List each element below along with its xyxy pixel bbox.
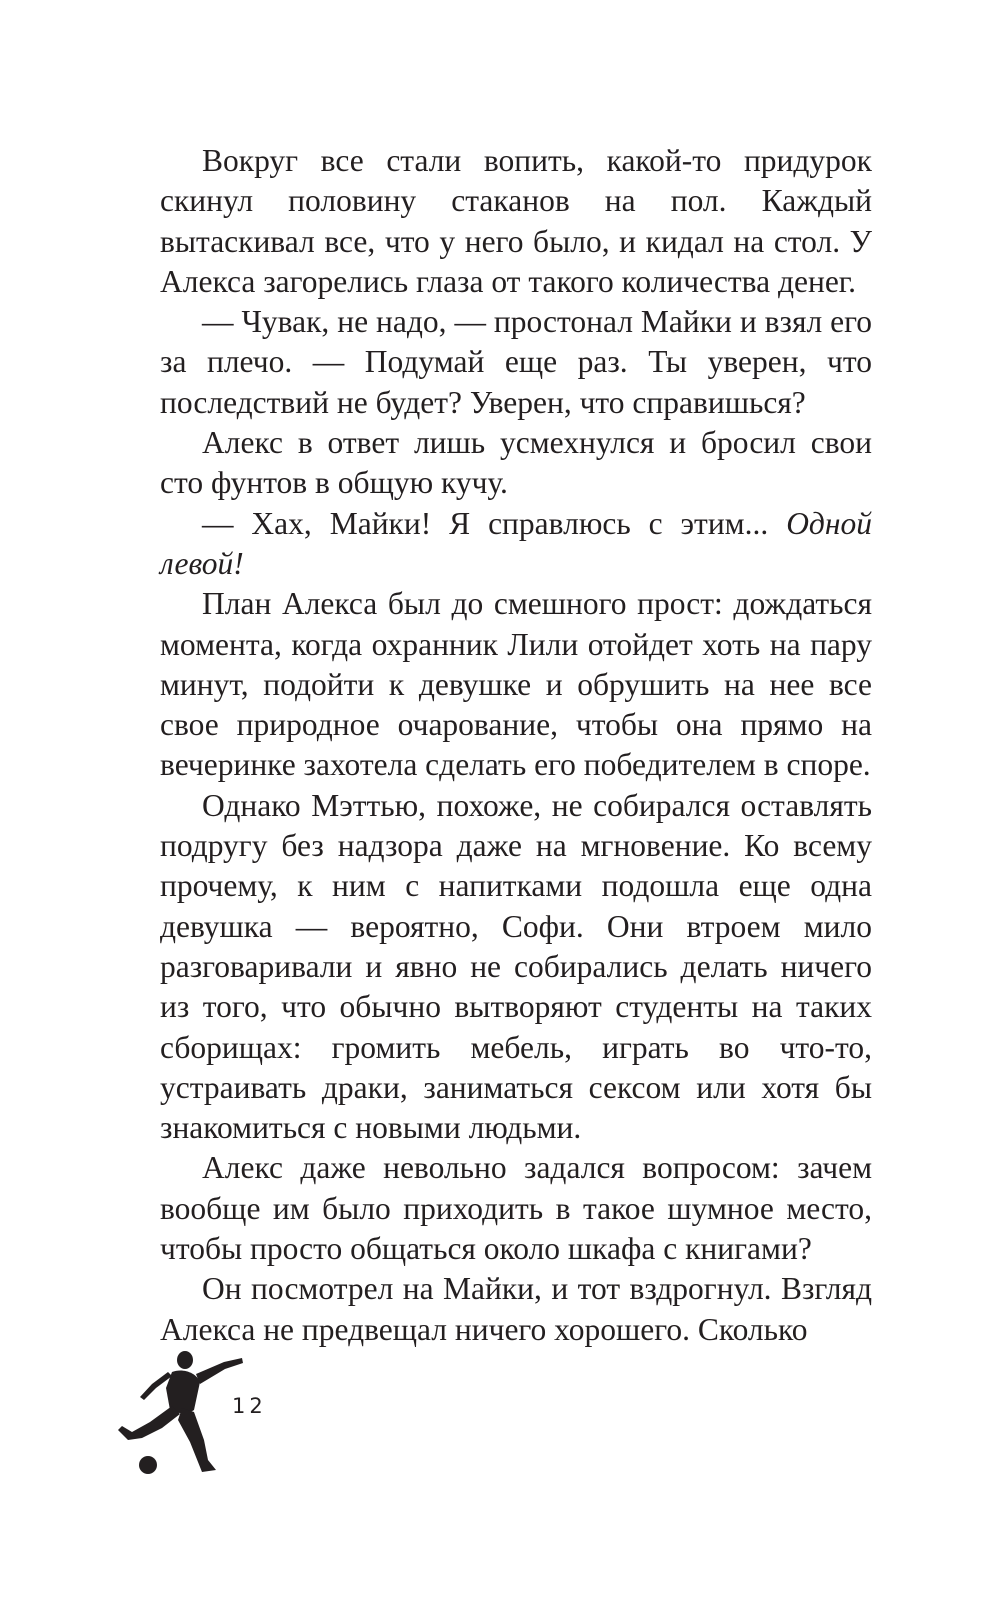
body-text [160, 141, 872, 1350]
paragraph: Он посмотрел на Майки, и тот вздрогнул. Взгляд Алекса не предвещал ничего хорошего. Сколько [160, 1271, 872, 1347]
football-player-kicking-ball-icon [112, 1348, 252, 1483]
paragraph: Алекс в ответ лишь усмехнулся и бросил свои сто фунтов в общую кучу. [160, 425, 872, 501]
paragraph: План Алекса был до смешного прост: дождаться момента, когда охранник Лили отойдет хоть на пару минут, подойти к девушке и обрушить на нее все свое природное очарование, чтобы она прямо на вечеринке захотела сделать его победителем в споре. [160, 586, 872, 783]
paragraph: — Чувак, не надо, — простонал Майки и взял его за плечо. — Подумай еще раз. Ты уверен, что последствий не будет? Уверен, что справишься? [160, 304, 872, 420]
page-number: 12 [232, 1394, 267, 1418]
paragraph: Вокруг все стали вопить, какой-то придурок скинул половину стаканов на пол. Каждый вытаскивал все, что у него было, и кидал на стол. У Алекса загорелись глаза от такого количества денег. [160, 143, 872, 299]
paragraph-dialogue [160, 504, 872, 585]
paragraph: Алекс даже невольно задался вопросом: зачем вообще им было приходить в такое шумное место, чтобы просто общаться около шкафа с книгами? [160, 1150, 872, 1267]
paragraph: Однако Мэттью, похоже, не собирался оставлять подругу без надзора даже на мгновение. Ко всему прочему, к ним с напитками подошла еще одна девушка — вероятно, Софи. Они втроем мило разговаривали и явно не собирались делать ничего из того, что обычно вытворяют студенты на таких сборищах: громить мебель, играть во что-то, устраивать драки, заниматься сексом или хотя бы знакомиться с новыми людьми. [160, 787, 872, 1146]
dialogue-text: — Хах, Майки! Я справлюсь с этим... [202, 505, 787, 541]
dialogue-emphasis: Одной левой! [160, 505, 872, 581]
